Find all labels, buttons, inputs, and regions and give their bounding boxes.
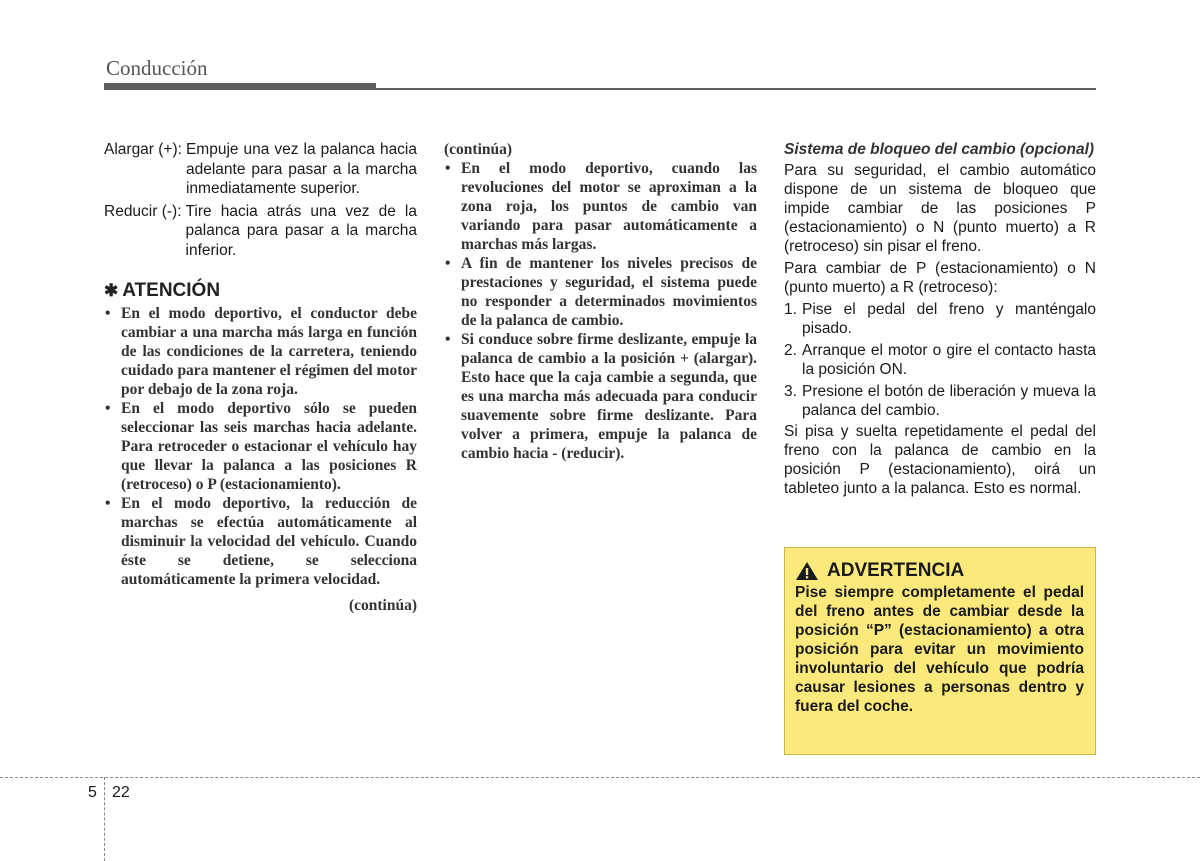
- warning-heading: [795, 560, 1084, 582]
- continued-note: (continúa): [348, 597, 417, 614]
- step-item: [784, 382, 1096, 420]
- warning-text: Pise siempre completamente el pedal del freno antes de cambiar desde la posición “P” (estacionamiento) a otra posición para evitar un movimiento involuntario del vehículo que podría causar lesiones a personas dentro y fuera del coche.: [795, 584, 1084, 715]
- attention-title: ATENCIÓN: [122, 280, 221, 301]
- page-section-title: Conducción: [106, 56, 208, 80]
- paragraph: Para su seguridad, el cambio automático dispone de un sistema de bloqueo que impide cambiar de las posiciones P (estacionamiento) o N (punto muerto) a R (retroceso) sin pisar el freno.: [784, 162, 1096, 255]
- column-2: [444, 140, 757, 463]
- steps-list: [784, 300, 1096, 420]
- list-item: • En el modo deportivo, cuando las revoluciones del motor se aproximan a la zona roja, los puntos de cambio van variando para pasar automáticamente a marchas más largas.: [444, 159, 757, 254]
- step-text: Pise el pedal del freno y manténgalo pisado.: [802, 301, 1096, 337]
- page-number: 22: [112, 784, 130, 801]
- step-number: 2.: [784, 342, 797, 359]
- footer-divider: [0, 777, 1200, 778]
- definition-item: [104, 202, 417, 261]
- warning-triangle-icon: [795, 561, 819, 581]
- step-text: Presione el botón de liberación y mueva la palanca del cambio.: [802, 383, 1096, 419]
- paragraph: Para cambiar de P (estacionamiento) o N (punto muerto) a R (retroceso):: [784, 260, 1096, 296]
- step-item: [784, 341, 1096, 379]
- attention-list: [104, 304, 417, 589]
- column-1: [104, 140, 417, 615]
- step-number: 3.: [784, 383, 797, 400]
- definition-term: Alargar (+):: [104, 141, 182, 158]
- chapter-number: 5: [88, 784, 97, 801]
- warning-title: ADVERTENCIA: [827, 560, 965, 581]
- attention-list-continued: [444, 159, 757, 463]
- step-number: 1.: [784, 301, 797, 318]
- section-subheading: Sistema de bloqueo del cambio (opcional): [784, 141, 1095, 158]
- definition-item: [104, 140, 417, 199]
- definition-description: Tire hacia atrás una vez de la palanca para pasar a la marcha inferior.: [185, 202, 417, 259]
- list-item: • A fin de mantener los niveles precisos de prestaciones y seguridad, el sistema puede no responder a determinados movimientos de la palanca de cambio.: [444, 254, 757, 330]
- header-rule-thin: [104, 88, 1096, 90]
- list-item: • En el modo deportivo, el conductor debe cambiar a una marcha más larga en función de las condiciones de la carretera, teniendo cuidado para mantener el régimen del motor por debajo de la zona roja.: [104, 304, 417, 399]
- list-item: • En el modo deportivo, la reducción de marchas se efectúa automáticamente al disminuir la velocidad del vehículo. Cuando éste se detiene, se selecciona automáticamente la primera velocidad.: [104, 494, 417, 589]
- warning-box: [784, 547, 1096, 755]
- definition-description: Empuje una vez la palanca hacia adelante para pasar a la marcha inmediatamente superior.: [185, 141, 417, 197]
- asterisk-icon: ✱: [104, 281, 119, 300]
- list-item: • En el modo deportivo sólo se pueden seleccionar las seis marchas hacia adelante. Para retroceder o estacionar el vehículo hay que llevar la palanca a las posiciones R (retroceso) o P (estacionamiento).: [104, 399, 417, 494]
- column-3: [784, 140, 1096, 498]
- paragraph: Si pisa y suelta repetidamente el pedal del freno con la palanca de cambio en la posición P (estacionamiento), oirá un tableteo junto a la palanca. Esto es normal.: [784, 423, 1096, 497]
- definition-term: Reducir (-):: [104, 202, 182, 220]
- attention-heading: [104, 280, 417, 302]
- continued-heading: (continúa): [444, 141, 513, 158]
- list-item: • Si conduce sobre firme deslizante, empuje la palanca de cambio a la posición + (alargar). Esto hace que la caja cambie a segunda, que es una marcha más adecuada para conducir suavemente sobre firme deslizante. Para volver a primera, empuje la palanca de cambio hacia - (reducir).: [444, 330, 757, 463]
- step-item: [784, 300, 1096, 338]
- step-text: Arranque el motor o gire el contacto hasta la posición ON.: [802, 342, 1096, 378]
- footer-vertical-divider: [104, 777, 105, 861]
